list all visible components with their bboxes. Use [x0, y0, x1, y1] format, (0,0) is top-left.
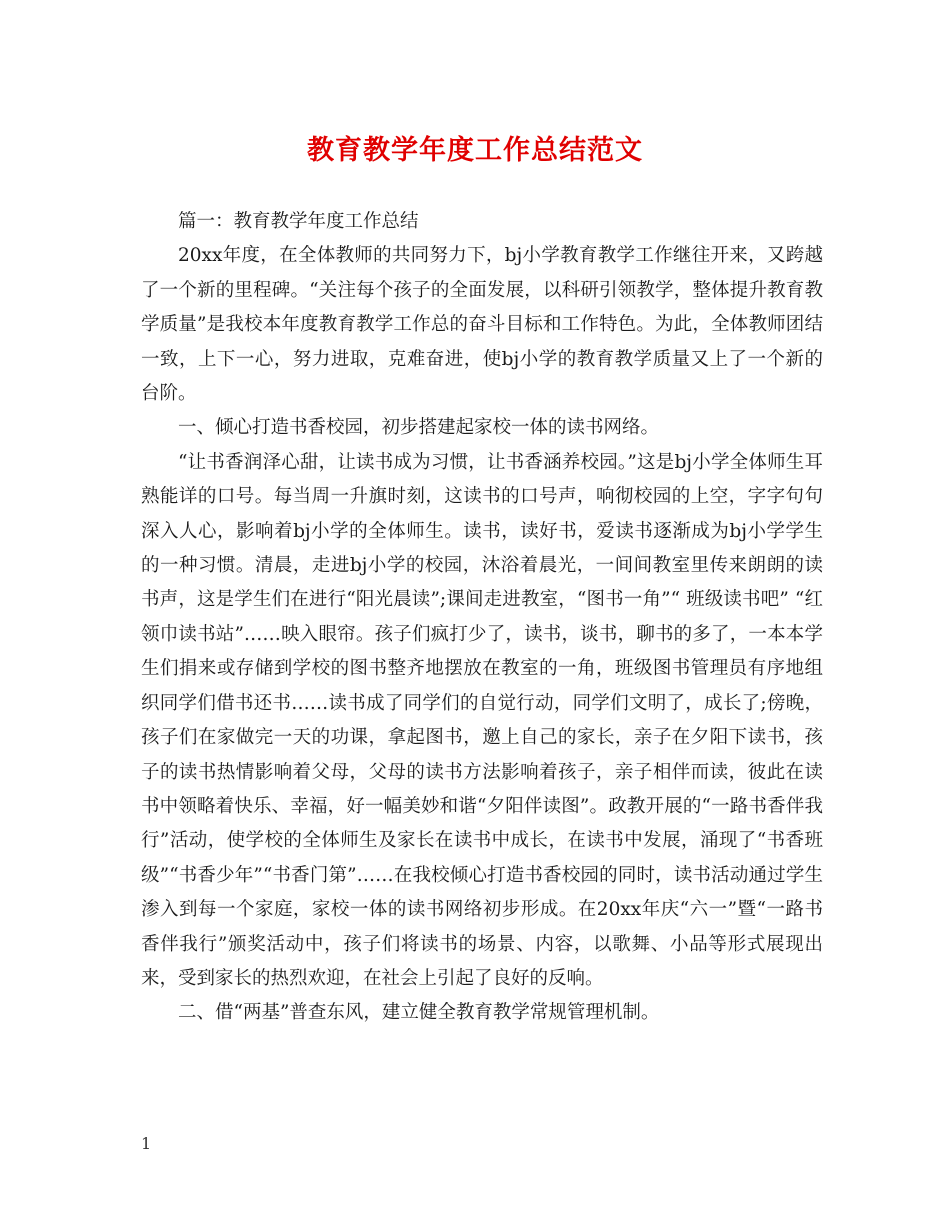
document-title: 教育教学年度工作总结范文 [307, 135, 643, 166]
document-body [141, 205, 823, 1031]
section-heading: 二、借“两基”普查东风，建立健全教育教学常规管理机制。 [178, 1002, 660, 1024]
section-heading: 篇一：教育教学年度工作总结 [178, 211, 419, 232]
section-heading: 一、倾心打造书香校园，初步搭建起家校一体的读书网络。 [178, 417, 660, 439]
page-number: 1 [141, 1134, 152, 1153]
paragraph: “让书香润泽心甜，让读书成为习惯，让书香涵养校园。”这是bj小学全体师生耳熟能详的口号。每当周一升旗时刻，这读书的口号声，响彻校园的上空，字字句句深入人心，影响着bj小学的全体师生。读书，读好书，爱读书逐渐成为bj小学学生的一种习惯。清晨，走进bj小学的校园，沐浴着晨光，一间间教室里传来朗朗的读书声，这是学生们在进行“阳光晨读”;课间走进教室，“图书一角”“ 班级读书吧” “红领巾读书站”……映入眼帘。孩子们疯打少了，读书，谈书，聊书的多了，一本本学生们捐来或存储到学校的图书整齐地摆放在教室的一角，班级图书管理员有序地组织同学们借书还书……读书成了同学们的自觉行动，同学们文明了，成长了;傍晚，孩子们在家做完一天的功课，拿起图书，邀上自己的家长，亲子在夕阳下读书，孩子的读书热情影响着父母，父母的读书方法影响着孩子，亲子相伴而读，彼此在读书中领略着快乐、幸福，好一幅美妙和谐“夕阳伴读图”。政教开展的“一路书香伴我行”活动，使学校的全体师生及家长在读书中成长，在读书中发展，涌现了“书香班级”“书香少年”“书香门第”……在我校倾心打造书香校园的同时，读书活动通过学生渗入到每一个家庭，家校一体的读书网络初步形成。在20xx年庆“六一”暨“一路书香伴我行”颁奖活动中，孩子们将读书的场景、内容，以歌舞、小品等形式展现出来，受到家长的热烈欢迎，在社会上引起了良好的反响。 [141, 451, 823, 989]
paragraph: 20xx年度，在全体教师的共同努力下，bj小学教育教学工作继往开来，又跨越了一个新的里程碑。“关注每个孩子的全面发展，以科研引领教学，整体提升教育教学质量”是我校本年度教育教学工作总的奋斗目标和工作特色。为此，全体教师团结一致，上下一心，努力进取，克难奋进，使bj小学的教育教学质量又上了一个新的台阶。 [141, 245, 823, 405]
